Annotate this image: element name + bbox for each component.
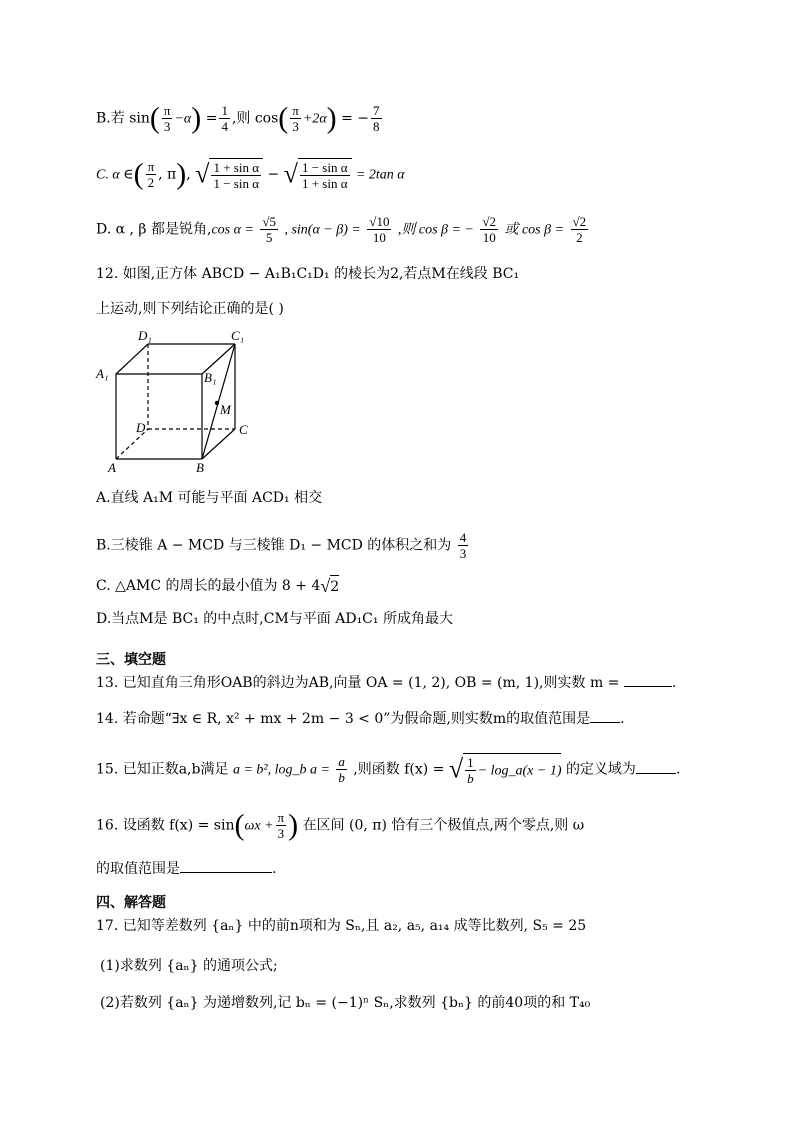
label-d: D: [136, 420, 146, 435]
cube-figure: [94, 326, 264, 478]
question-17-part2: (2)若数列 {aₙ} 为递增数列,记 bₙ = (−1)ⁿ Sₙ,求数列 {bₙ} 的前40项的和 T₄₀: [100, 995, 591, 1011]
label-b1: B₁: [204, 370, 217, 385]
label-c1: C₁: [231, 328, 245, 343]
label-c: C: [239, 422, 248, 437]
question-16-line1: 16. 设函数 f(x) = sin(ωx + $\frac{\pi}{3}$ ) 在区间 (0, π) 恰有三个极值点,两个零点,则 ω: [96, 808, 585, 842]
section-4-heading: 四、解答题: [96, 895, 166, 911]
question-15: 15. 已知正数a,b满足 a = b², log_b a = $\frac{a}{b}$ ,则函数 f(x) = √ $\frac{1}{b}$ − log_a(x − 1) 的定义域为 .: [96, 754, 681, 786]
q12-option-a: A.直线 A₁M 可能与平面 ACD₁ 相交: [96, 490, 323, 506]
question-14: 14. 若命题“∃x ∈ R, x² + mx + 2m − 3 < 0”为假命题,则实数m的取值范围是 .: [96, 711, 625, 727]
label-a: A: [108, 460, 116, 475]
question-12-line1: 12. 如图,正方体 ABCD − A₁B₁C₁D₁ 的棱长为2,若点M在线段 BC₁: [96, 266, 520, 282]
label-m: M: [220, 402, 231, 417]
q12-option-c: C. △AMC 的周长的最小值为 8 + 4√2: [96, 576, 340, 596]
option-d: D. α , β 都是锐角,cos α = $\frac{√5}{5}$ , sin(α − β) = $\frac{√10}{10}$ ,则 cos β = − $\frac{√2}{10}$ 或 cos β = $\frac{√2}{2}$: [96, 214, 587, 245]
q12-option-b: B.三棱锥 A − MCD 与三棱锥 D₁ − MCD 的体积之和为 $\frac{4}{3}$: [96, 530, 467, 561]
label-d1: D₁: [138, 328, 152, 343]
question-17-part1: (1)求数列 {aₙ} 的通项公式;: [100, 958, 278, 974]
label-a1: A₁: [96, 366, 109, 381]
q12-option-d: D.当点M是 BC₁ 的中点时,CM与平面 AD₁C₁ 所成角最大: [96, 611, 453, 627]
question-12-line2: 上运动,则下列结论正确的是( ): [96, 301, 284, 317]
section-3-heading: 三、填空题: [96, 652, 166, 668]
label-b: B: [196, 460, 204, 475]
option-b: B.若 sin( $\frac{\pi}{3}$ −α) = $\frac{1}{4}$ ,则 cos( $\frac{\pi}{3}$ +2α) = − $\frac{7}{8}$: [96, 101, 380, 135]
question-16-line2: 的取值范围是 .: [96, 861, 277, 877]
question-17-line1: 17. 已知等差数列 {aₙ} 中的前n项和为 Sₙ,且 a₂, a₅, a₁₄ 成等比数列, S₅ = 25: [96, 918, 587, 934]
question-13: 13. 已知直角三角形OAB的斜边为AB,向量 OA = (1, 2), OB = (m, 1),则实数 m = .: [96, 675, 677, 691]
option-c: C. α ∈( $\frac{\pi}{2}$ , π), √ $\frac{\text{1 + sin α}}{\text{1 − sin α}}$ − √ $\frac{\text{1 − sin α}}{\text{1 + sin α}}$ = 2tan α: [96, 157, 405, 191]
